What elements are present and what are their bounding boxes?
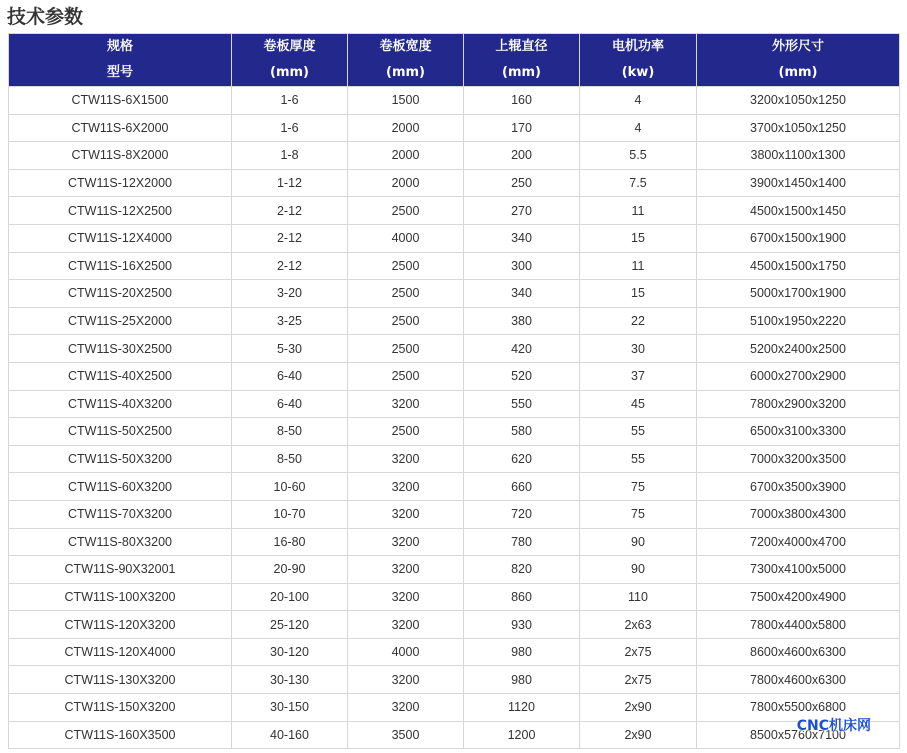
cell-roll-diameter: 340 bbox=[464, 224, 580, 252]
cell-dimensions: 7800x2900x3200 bbox=[697, 390, 900, 418]
cell-model: CTW11S-130X3200 bbox=[9, 666, 232, 694]
cell-roll-diameter: 980 bbox=[464, 666, 580, 694]
cell-dimensions: 7000x3200x3500 bbox=[697, 445, 900, 473]
header-model-line1: 规格 bbox=[106, 39, 133, 54]
cell-motor-power: 4 bbox=[580, 114, 697, 142]
table-row bbox=[9, 169, 900, 197]
header-model-line2: 型号 bbox=[106, 65, 133, 80]
cell-width: 3200 bbox=[348, 473, 464, 501]
cell-roll-diameter: 780 bbox=[464, 528, 580, 556]
cell-roll-diameter: 160 bbox=[464, 87, 580, 115]
cell-roll-diameter: 420 bbox=[464, 335, 580, 363]
cell-motor-power: 45 bbox=[580, 390, 697, 418]
table-row bbox=[9, 694, 900, 722]
cell-motor-power: 90 bbox=[580, 556, 697, 584]
header-roll-diameter-line1: 上辊直径 bbox=[495, 39, 548, 54]
cell-model: CTW11S-150X3200 bbox=[9, 694, 232, 722]
cell-dimensions: 8500x5760x7100 bbox=[697, 721, 900, 749]
cell-thickness: 10-70 bbox=[232, 500, 348, 528]
cell-motor-power: 22 bbox=[580, 307, 697, 335]
cell-width: 2500 bbox=[348, 252, 464, 280]
header-thickness-line1: 卷板厚度 bbox=[263, 39, 316, 54]
cell-motor-power: 90 bbox=[580, 528, 697, 556]
cell-dimensions: 7800x4600x6300 bbox=[697, 666, 900, 694]
cell-width: 2500 bbox=[348, 335, 464, 363]
table-row bbox=[9, 445, 900, 473]
cell-roll-diameter: 300 bbox=[464, 252, 580, 280]
cell-motor-power: 2x75 bbox=[580, 638, 697, 666]
cell-thickness: 1-6 bbox=[232, 114, 348, 142]
cell-thickness: 20-100 bbox=[232, 583, 348, 611]
cell-motor-power: 2x75 bbox=[580, 666, 697, 694]
cell-dimensions: 7500x4200x4900 bbox=[697, 583, 900, 611]
cell-motor-power: 55 bbox=[580, 418, 697, 446]
cell-roll-diameter: 270 bbox=[464, 197, 580, 225]
cell-thickness: 1-6 bbox=[232, 87, 348, 115]
cell-width: 3200 bbox=[348, 583, 464, 611]
header-width-line2: (mm) bbox=[386, 65, 425, 80]
cell-width: 2500 bbox=[348, 197, 464, 225]
cell-thickness: 8-50 bbox=[232, 418, 348, 446]
cell-model: CTW11S-100X3200 bbox=[9, 583, 232, 611]
cell-thickness: 2-12 bbox=[232, 252, 348, 280]
table-row bbox=[9, 87, 900, 115]
watermark-logo: CNC机床网 bbox=[796, 718, 871, 734]
cell-model: CTW11S-40X2500 bbox=[9, 362, 232, 390]
cell-model: CTW11S-160X3500 bbox=[9, 721, 232, 749]
cell-motor-power: 55 bbox=[580, 445, 697, 473]
cell-width: 3200 bbox=[348, 528, 464, 556]
cell-thickness: 6-40 bbox=[232, 390, 348, 418]
cell-roll-diameter: 620 bbox=[464, 445, 580, 473]
cell-dimensions: 5000x1700x1900 bbox=[697, 280, 900, 308]
cell-dimensions: 7200x4000x4700 bbox=[697, 528, 900, 556]
cell-dimensions: 7300x4100x5000 bbox=[697, 556, 900, 584]
cell-motor-power: 75 bbox=[580, 473, 697, 501]
cell-dimensions: 6500x3100x3300 bbox=[697, 418, 900, 446]
header-thickness bbox=[232, 34, 348, 87]
cell-thickness: 16-80 bbox=[232, 528, 348, 556]
cell-dimensions: 7800x4400x5800 bbox=[697, 611, 900, 639]
header-motor-power bbox=[580, 34, 697, 87]
spec-table bbox=[8, 33, 900, 749]
cell-roll-diameter: 170 bbox=[464, 114, 580, 142]
spec-table-header bbox=[9, 34, 900, 87]
cell-model: CTW11S-12X2500 bbox=[9, 197, 232, 225]
cell-model: CTW11S-90X32001 bbox=[9, 556, 232, 584]
section-title: 技术参数 bbox=[7, 6, 84, 28]
cell-model: CTW11S-30X2500 bbox=[9, 335, 232, 363]
cell-width: 2000 bbox=[348, 114, 464, 142]
cell-thickness: 1-8 bbox=[232, 142, 348, 170]
table-row bbox=[9, 197, 900, 225]
cell-motor-power: 37 bbox=[580, 362, 697, 390]
cell-thickness: 40-160 bbox=[232, 721, 348, 749]
cell-width: 3200 bbox=[348, 390, 464, 418]
cell-thickness: 3-25 bbox=[232, 307, 348, 335]
table-row bbox=[9, 390, 900, 418]
cell-width: 3200 bbox=[348, 666, 464, 694]
table-row bbox=[9, 280, 900, 308]
header-dimensions-line1: 外形尺寸 bbox=[771, 39, 824, 54]
table-row bbox=[9, 362, 900, 390]
table-row bbox=[9, 500, 900, 528]
table-row bbox=[9, 114, 900, 142]
cell-model: CTW11S-120X4000 bbox=[9, 638, 232, 666]
table-row bbox=[9, 721, 900, 749]
cell-dimensions: 7000x3800x4300 bbox=[697, 500, 900, 528]
cell-width: 1500 bbox=[348, 87, 464, 115]
table-row bbox=[9, 473, 900, 501]
cell-roll-diameter: 660 bbox=[464, 473, 580, 501]
cell-model: CTW11S-25X2000 bbox=[9, 307, 232, 335]
cell-dimensions: 7800x5500x6800 bbox=[697, 694, 900, 722]
cell-model: CTW11S-80X3200 bbox=[9, 528, 232, 556]
cell-roll-diameter: 340 bbox=[464, 280, 580, 308]
cell-thickness: 1-12 bbox=[232, 169, 348, 197]
cell-motor-power: 2x90 bbox=[580, 694, 697, 722]
cell-model: CTW11S-12X2000 bbox=[9, 169, 232, 197]
cell-width: 2500 bbox=[348, 418, 464, 446]
cell-thickness: 3-20 bbox=[232, 280, 348, 308]
cell-roll-diameter: 250 bbox=[464, 169, 580, 197]
header-roll-diameter-line2: (mm) bbox=[502, 65, 541, 80]
cell-width: 3200 bbox=[348, 500, 464, 528]
cell-motor-power: 11 bbox=[580, 252, 697, 280]
cell-width: 2500 bbox=[348, 362, 464, 390]
cell-roll-diameter: 930 bbox=[464, 611, 580, 639]
cell-dimensions: 6700x3500x3900 bbox=[697, 473, 900, 501]
header-width-line1: 卷板宽度 bbox=[379, 39, 432, 54]
cell-thickness: 6-40 bbox=[232, 362, 348, 390]
cell-roll-diameter: 550 bbox=[464, 390, 580, 418]
cell-width: 3200 bbox=[348, 611, 464, 639]
table-row bbox=[9, 666, 900, 694]
cell-dimensions: 3900x1450x1400 bbox=[697, 169, 900, 197]
header-motor-power-line2: (kw) bbox=[621, 65, 655, 80]
cell-roll-diameter: 520 bbox=[464, 362, 580, 390]
cell-dimensions: 6700x1500x1900 bbox=[697, 224, 900, 252]
table-row bbox=[9, 418, 900, 446]
cell-width: 4000 bbox=[348, 224, 464, 252]
cell-thickness: 30-150 bbox=[232, 694, 348, 722]
table-row bbox=[9, 528, 900, 556]
table-row bbox=[9, 142, 900, 170]
cell-thickness: 25-120 bbox=[232, 611, 348, 639]
cell-motor-power: 30 bbox=[580, 335, 697, 363]
table-row bbox=[9, 638, 900, 666]
cell-motor-power: 2x63 bbox=[580, 611, 697, 639]
cell-motor-power: 15 bbox=[580, 224, 697, 252]
cell-width: 2000 bbox=[348, 169, 464, 197]
header-roll-diameter bbox=[464, 34, 580, 87]
cell-motor-power: 75 bbox=[580, 500, 697, 528]
cell-width: 3200 bbox=[348, 556, 464, 584]
cell-width: 3200 bbox=[348, 694, 464, 722]
cell-dimensions: 8600x4600x6300 bbox=[697, 638, 900, 666]
cell-motor-power: 4 bbox=[580, 87, 697, 115]
table-row bbox=[9, 611, 900, 639]
cell-roll-diameter: 860 bbox=[464, 583, 580, 611]
cell-model: CTW11S-40X3200 bbox=[9, 390, 232, 418]
cell-thickness: 30-130 bbox=[232, 666, 348, 694]
header-row bbox=[9, 34, 900, 87]
cell-motor-power: 15 bbox=[580, 280, 697, 308]
cell-model: CTW11S-120X3200 bbox=[9, 611, 232, 639]
header-thickness-line2: (mm) bbox=[270, 65, 309, 80]
cell-dimensions: 5100x1950x2220 bbox=[697, 307, 900, 335]
cell-dimensions: 4500x1500x1450 bbox=[697, 197, 900, 225]
cell-dimensions: 4500x1500x1750 bbox=[697, 252, 900, 280]
cell-roll-diameter: 200 bbox=[464, 142, 580, 170]
cell-model: CTW11S-60X3200 bbox=[9, 473, 232, 501]
cell-motor-power: 2x90 bbox=[580, 721, 697, 749]
cell-roll-diameter: 980 bbox=[464, 638, 580, 666]
header-width bbox=[348, 34, 464, 87]
cell-width: 2000 bbox=[348, 142, 464, 170]
cell-roll-diameter: 1200 bbox=[464, 721, 580, 749]
cell-model: CTW11S-6X1500 bbox=[9, 87, 232, 115]
cell-model: CTW11S-16X2500 bbox=[9, 252, 232, 280]
cell-model: CTW11S-50X3200 bbox=[9, 445, 232, 473]
cell-roll-diameter: 720 bbox=[464, 500, 580, 528]
cell-dimensions: 3800x1100x1300 bbox=[697, 142, 900, 170]
table-row bbox=[9, 556, 900, 584]
cell-thickness: 30-120 bbox=[232, 638, 348, 666]
header-model bbox=[9, 34, 232, 87]
cell-model: CTW11S-70X3200 bbox=[9, 500, 232, 528]
cell-roll-diameter: 1120 bbox=[464, 694, 580, 722]
table-row bbox=[9, 307, 900, 335]
spec-table-body bbox=[9, 87, 900, 749]
cell-width: 2500 bbox=[348, 307, 464, 335]
table-row bbox=[9, 335, 900, 363]
cell-width: 3200 bbox=[348, 445, 464, 473]
cell-width: 3500 bbox=[348, 721, 464, 749]
cell-motor-power: 110 bbox=[580, 583, 697, 611]
cell-model: CTW11S-8X2000 bbox=[9, 142, 232, 170]
cell-dimensions: 3200x1050x1250 bbox=[697, 87, 900, 115]
cell-thickness: 8-50 bbox=[232, 445, 348, 473]
cell-width: 2500 bbox=[348, 280, 464, 308]
cell-model: CTW11S-20X2500 bbox=[9, 280, 232, 308]
header-dimensions bbox=[697, 34, 900, 87]
cell-dimensions: 3700x1050x1250 bbox=[697, 114, 900, 142]
cell-thickness: 2-12 bbox=[232, 224, 348, 252]
cell-width: 4000 bbox=[348, 638, 464, 666]
cell-thickness: 10-60 bbox=[232, 473, 348, 501]
cell-dimensions: 5200x2400x2500 bbox=[697, 335, 900, 363]
cell-motor-power: 11 bbox=[580, 197, 697, 225]
cell-roll-diameter: 580 bbox=[464, 418, 580, 446]
cell-model: CTW11S-50X2500 bbox=[9, 418, 232, 446]
cell-roll-diameter: 820 bbox=[464, 556, 580, 584]
header-dimensions-line2: (mm) bbox=[778, 65, 818, 80]
cell-roll-diameter: 380 bbox=[464, 307, 580, 335]
table-row bbox=[9, 224, 900, 252]
cell-thickness: 5-30 bbox=[232, 335, 348, 363]
cell-thickness: 2-12 bbox=[232, 197, 348, 225]
cell-dimensions: 6000x2700x2900 bbox=[697, 362, 900, 390]
cell-model: CTW11S-12X4000 bbox=[9, 224, 232, 252]
cell-model: CTW11S-6X2000 bbox=[9, 114, 232, 142]
cell-thickness: 20-90 bbox=[232, 556, 348, 584]
table-row bbox=[9, 583, 900, 611]
cell-motor-power: 7.5 bbox=[580, 169, 697, 197]
cell-motor-power: 5.5 bbox=[580, 142, 697, 170]
header-motor-power-line1: 电机功率 bbox=[611, 39, 664, 54]
table-row bbox=[9, 252, 900, 280]
